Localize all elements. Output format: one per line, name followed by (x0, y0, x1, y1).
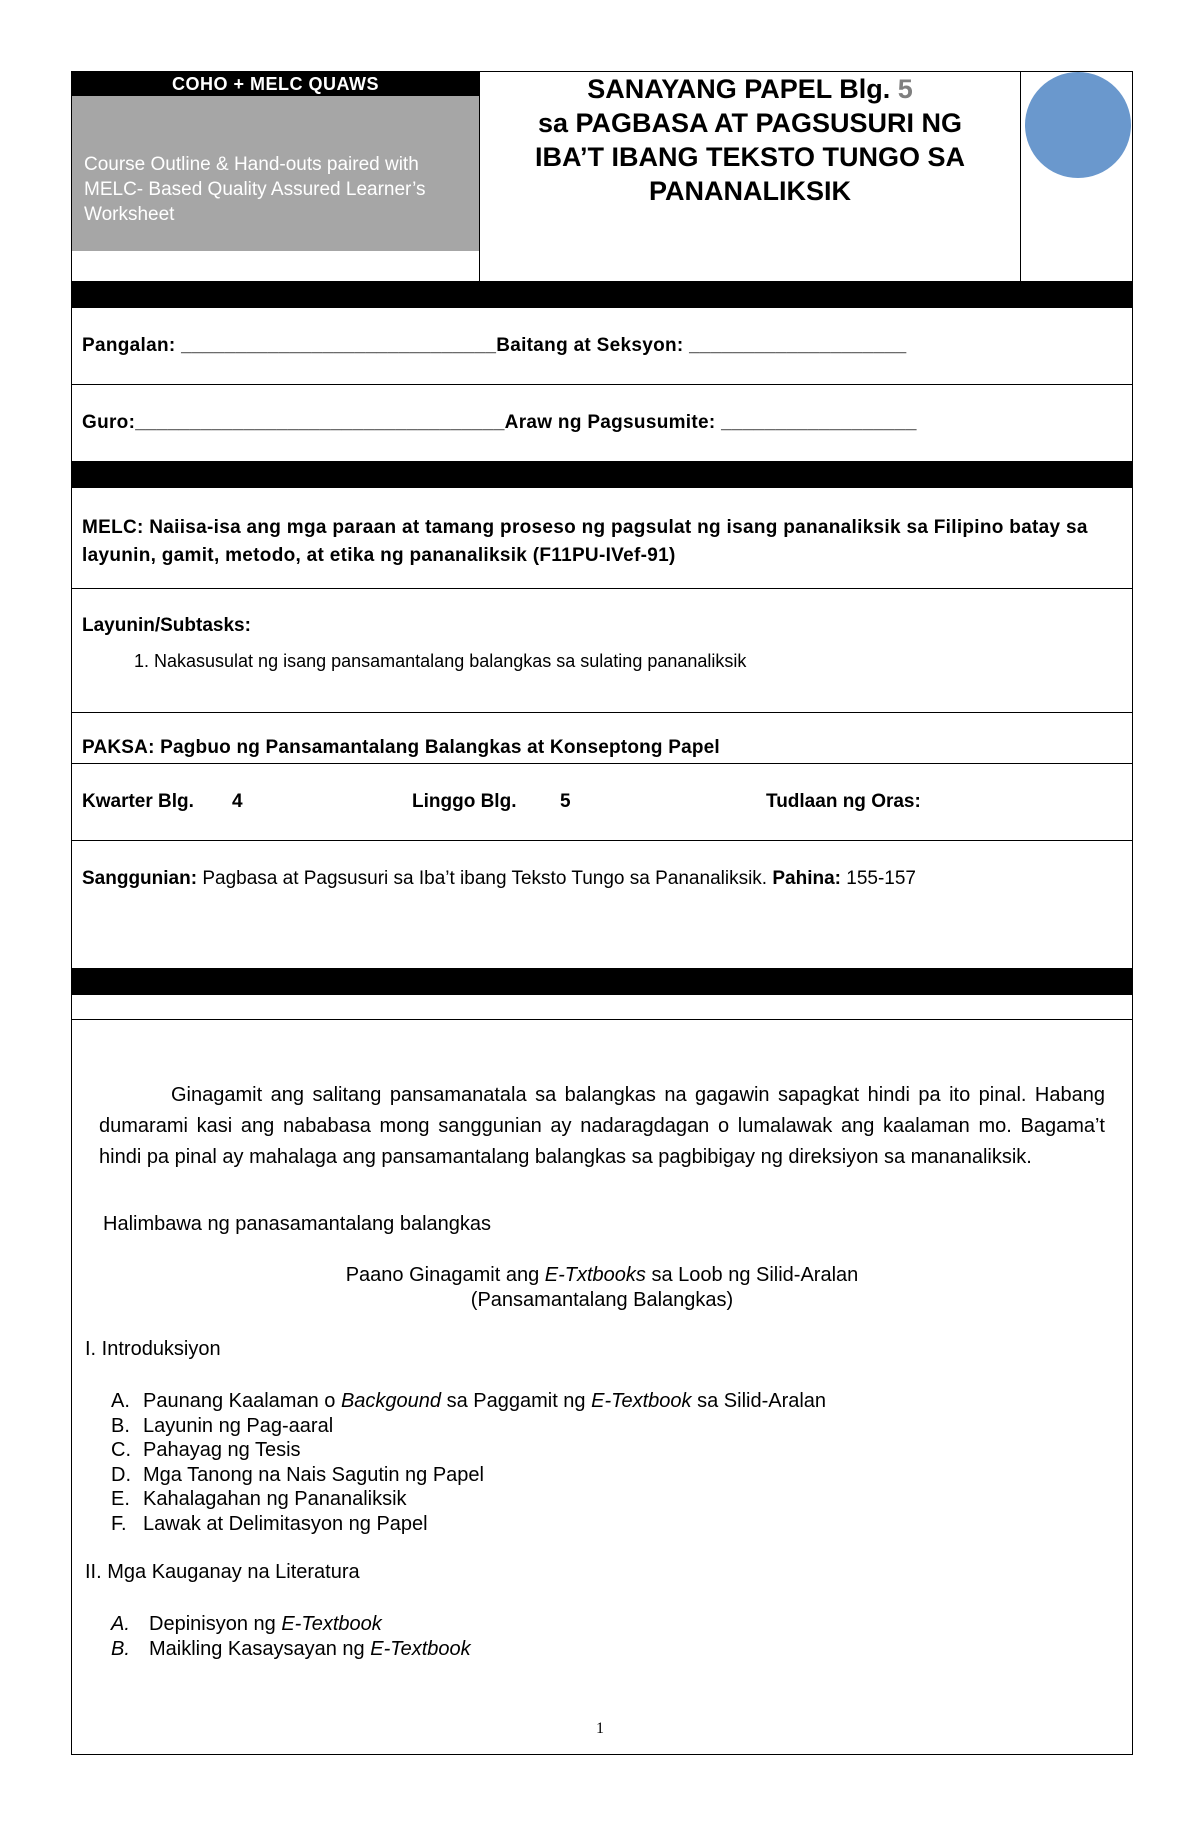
title-subject: sa PAGBASA AT PAGSUSURI NG IBA’T IBANG TEKSTO TUNGO SA PANANALIKSIK (534, 108, 966, 206)
content-cell (72, 1020, 1133, 1755)
item-text: Pahayag ng Tesis (143, 1439, 301, 1461)
item-letter: B. (111, 1637, 130, 1660)
item-text: Lawak at Delimitasyon ng Papel (143, 1512, 428, 1535)
list-item (99, 1463, 1105, 1488)
item-letter: F. (111, 1512, 127, 1535)
item-letter: A. (111, 1390, 130, 1412)
item-text-em: E-Textbook (281, 1613, 382, 1635)
worksheet (71, 71, 1132, 1755)
linggo-label: Linggo Blg. (412, 791, 517, 812)
tudlaan-label: Tudlaan ng Oras: (766, 791, 921, 812)
example-label: Halimbawa ng panasamantalang balangkas (103, 1213, 492, 1235)
worksheet-table (71, 71, 1133, 1755)
layunin-cell (72, 589, 1133, 713)
section-2-list (99, 1612, 1105, 1661)
item-letter: D. (111, 1463, 131, 1486)
kwarter-row (72, 764, 1132, 840)
lesson-content (72, 1080, 1132, 1754)
layunin-section (72, 589, 1132, 712)
item-text-em: E-Textbook (370, 1637, 471, 1660)
kwarter-cell (72, 764, 1133, 841)
list-item (99, 1414, 1105, 1439)
list-item (99, 1637, 1105, 1662)
item-letter: B. (111, 1414, 130, 1437)
title-cell (480, 72, 1021, 282)
coho-label: COHO + MELC QUAWS (72, 72, 479, 96)
header-row (72, 72, 1133, 282)
item-text-em: E-Textbook (591, 1390, 692, 1412)
sanggunian-text: Pagbasa at Pagsusuri sa Iba’t ibang Teksto Tungo sa Pananaliksik. (202, 868, 768, 889)
divider-bar (72, 282, 1133, 308)
item-letter: E. (111, 1488, 130, 1510)
school-logo (1025, 72, 1131, 178)
page-number: 1 (596, 1720, 604, 1737)
paksa-text: PAKSA: Pagbuo ng Pansamantalang Balangkas at Konseptong Papel (82, 737, 720, 758)
item-text: sa Paggamit ng (441, 1390, 592, 1412)
item-letter: A. (111, 1613, 130, 1635)
item-letter: C. (111, 1439, 131, 1461)
guro-cell (72, 385, 1133, 462)
section-2-heading: II. Mga Kauganay na Literatura (85, 1561, 360, 1583)
layunin-item: 1. Nakasusulat ng isang pansamantalang balangkas sa sulating pananaliksik (154, 651, 1122, 672)
layunin-list (82, 651, 1122, 672)
sanggunian-label: Sanggunian: (82, 868, 198, 889)
sample-title-post: sa Loob ng Silid-Aralan (645, 1264, 859, 1286)
guro-field[interactable]: Guro:__________________________________Araw ng Pagsusumite: __________________ (82, 412, 917, 433)
coho-description: Course Outline & Hand-outs paired with MELC- Based Quality Assured Learner’s Worksheet (72, 96, 479, 251)
title-prefix: SANAYANG PAPEL Blg. (587, 74, 891, 104)
melc-text: MELC: Naiisa-isa ang mga paraan at tamang proseso ng pagsulat ng isang pananaliksik sa Filipino batay sa layunin, gamit, metodo, at etika ng pananaliksik (F11PU-IVef-91) (82, 517, 1088, 566)
pangalan-cell (72, 308, 1133, 385)
linggo-value: 5 (560, 791, 571, 812)
sanggunian-cell (72, 841, 1133, 969)
sample-outline-subtitle: (Pansamantalang Balangkas) (470, 1289, 734, 1311)
sample-title-em: E-Txtbooks (544, 1264, 646, 1286)
item-text: Mga Tanong na Nais Sagutin ng Papel (143, 1463, 484, 1486)
paksa-cell (72, 713, 1133, 764)
coho-cell (72, 72, 480, 282)
list-item (99, 1438, 1105, 1463)
layunin-heading: Layunin/Subtasks: (82, 615, 251, 636)
section-1-list (99, 1389, 1105, 1536)
spacer-row (72, 995, 1133, 1020)
list-item (99, 1487, 1105, 1512)
kwarter-label: Kwarter Blg. (82, 791, 194, 812)
list-item (99, 1389, 1105, 1414)
logo-cell (1021, 72, 1133, 282)
pahina-label: Pahina: (772, 868, 841, 889)
sample-outline-title (99, 1263, 1105, 1313)
pahina-value: 155-157 (846, 868, 916, 889)
intro-paragraph: Ginagamit ang salitang pansamanatala sa balangkas na gagawin sapagkat hindi pa ito pinal. Habang dumarami kasi ang nababasa mong sanggunian ay nadaragdagan o lumalawak ang kaalaman mo. Bagama’t hindi pa pinal ay mahalaga ang pansamantalang balangkas sa pagbibigay ng direksiyon sa mananaliksik. (99, 1084, 1105, 1168)
divider-bar (72, 969, 1133, 995)
item-text: Depinisyon ng (149, 1613, 282, 1635)
item-text: Kahalagahan ng Pananaliksik (143, 1488, 407, 1510)
title-number: 5 (897, 74, 913, 104)
item-text-em: Backgound (340, 1390, 442, 1412)
pangalan-field[interactable]: Pangalan: _____________________________Baitang at Seksyon: ____________________ (82, 335, 907, 356)
sample-title-pre: Paano Ginagamit ang (345, 1264, 545, 1286)
list-item (99, 1612, 1105, 1637)
kwarter-value: 4 (232, 791, 243, 812)
section-1-heading: I. Introduksiyon (85, 1338, 221, 1360)
item-text: Maikling Kasaysayan ng (149, 1637, 371, 1660)
divider-bar (72, 462, 1133, 488)
item-text: Layunin ng Pag-aaral (143, 1414, 334, 1437)
melc-cell (72, 488, 1133, 589)
item-text: sa Silid-Aralan (691, 1390, 827, 1412)
list-item (99, 1512, 1105, 1537)
worksheet-title (480, 72, 1020, 106)
sanggunian-row (72, 841, 1132, 968)
item-text: Paunang Kaalaman o (143, 1390, 341, 1412)
